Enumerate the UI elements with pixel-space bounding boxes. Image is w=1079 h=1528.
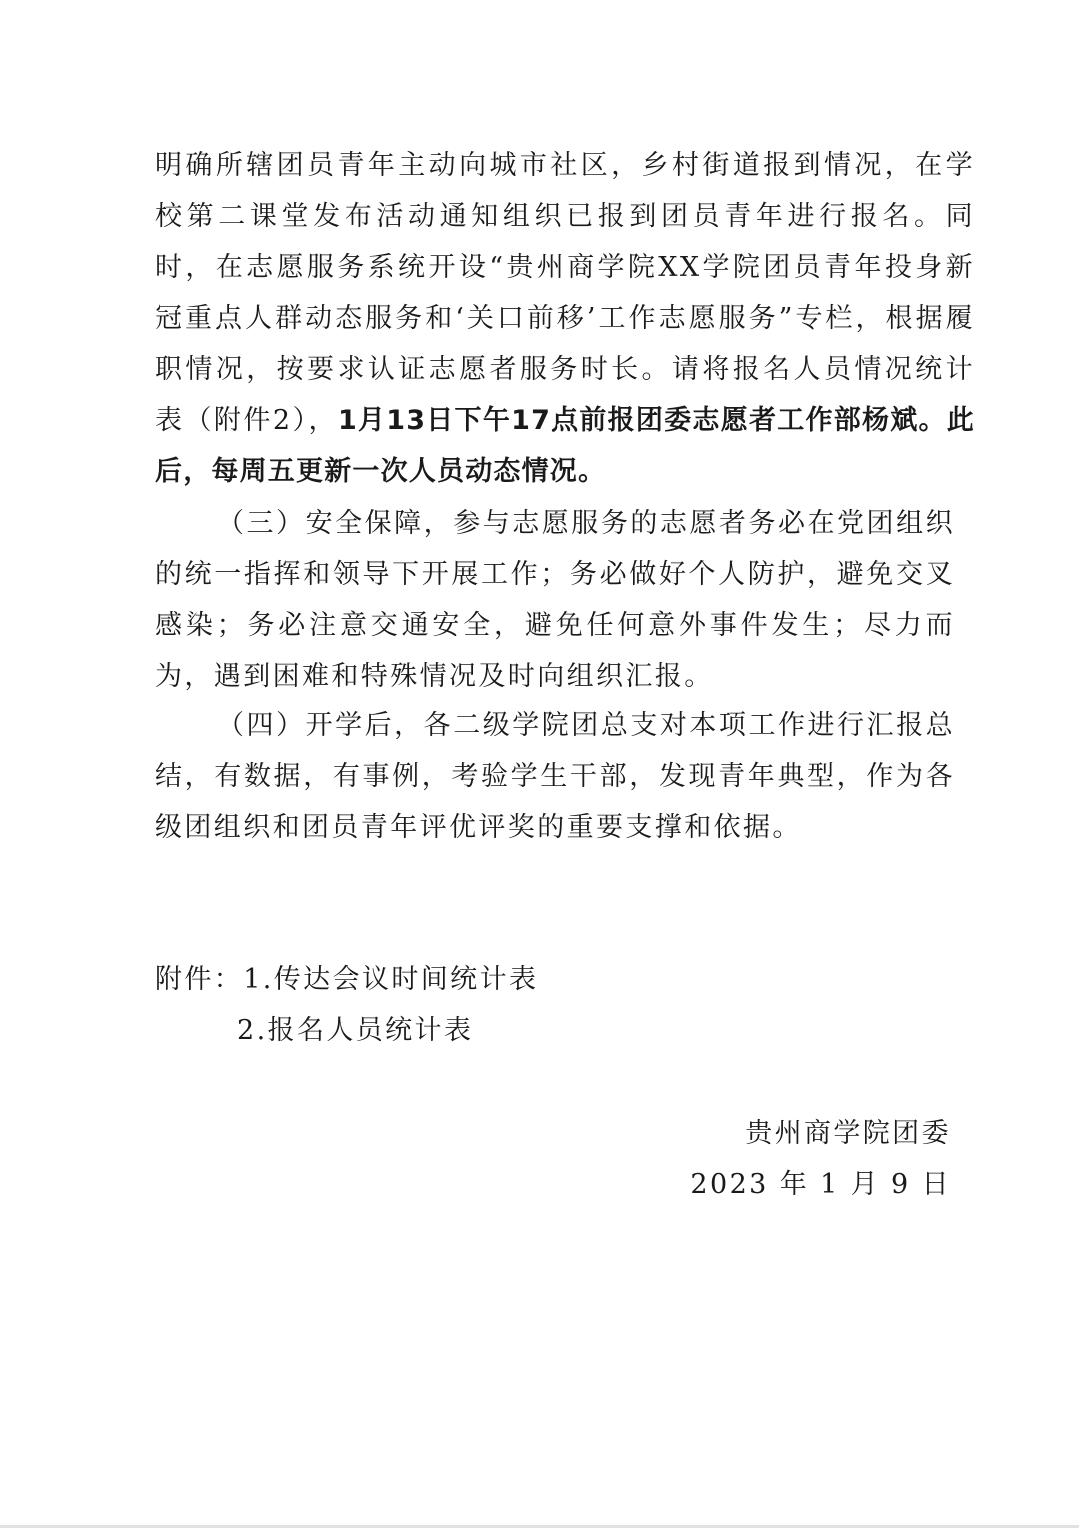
- signoff-organization: 贵州商学院团委: [745, 1118, 951, 1149]
- paragraph-registration-text: 明确所辖团员青年主动向城市社区，乡村街道报到情况，在学校第二课堂发布活动通知组织已报到团员青年进行报名。同时，在志愿服务系统开设“贵州商学院XX学院团员青年投身新冠重点人群动态服务和‘关口前移’工作志愿服务”专栏，根据履职情况，按要求认证志愿者服务时长。请将报名人员情况统计表（附件2），: [155, 150, 975, 436]
- paragraph-registration: [155, 140, 975, 497]
- deadline-notice: 1月13日下午17点前报团委志愿者工作部杨斌。此后，每周五更新一次人员动态情况。: [155, 405, 976, 487]
- attachments-list: [155, 954, 538, 1056]
- paragraph-safety: （三）安全保障，参与志愿服务的志愿者务必在党团组织的统一指挥和领导下开展工作；务必做好个人防护，避免交叉感染；务必注意交通安全，避免任何意外事件发生；尽力而为，遇到困难和特殊情况及时向组织汇报。: [155, 508, 955, 692]
- attachments-label: 附件：: [155, 964, 244, 995]
- signoff-block: [690, 1108, 951, 1210]
- paragraph-summary: （四）开学后，各二级学院团总支对本项工作进行汇报总结，有数据，有事例，考验学生干部，发现青年典型，作为各级团组织和团员青年评优评奖的重要支撑和依据。: [155, 710, 955, 843]
- attachment-item-2: 2.报名人员统计表: [237, 1015, 474, 1046]
- signoff-date: 2023 年 1 月 9 日: [690, 1169, 951, 1200]
- attachment-item-1: 1.传达会议时间统计表: [243, 964, 539, 995]
